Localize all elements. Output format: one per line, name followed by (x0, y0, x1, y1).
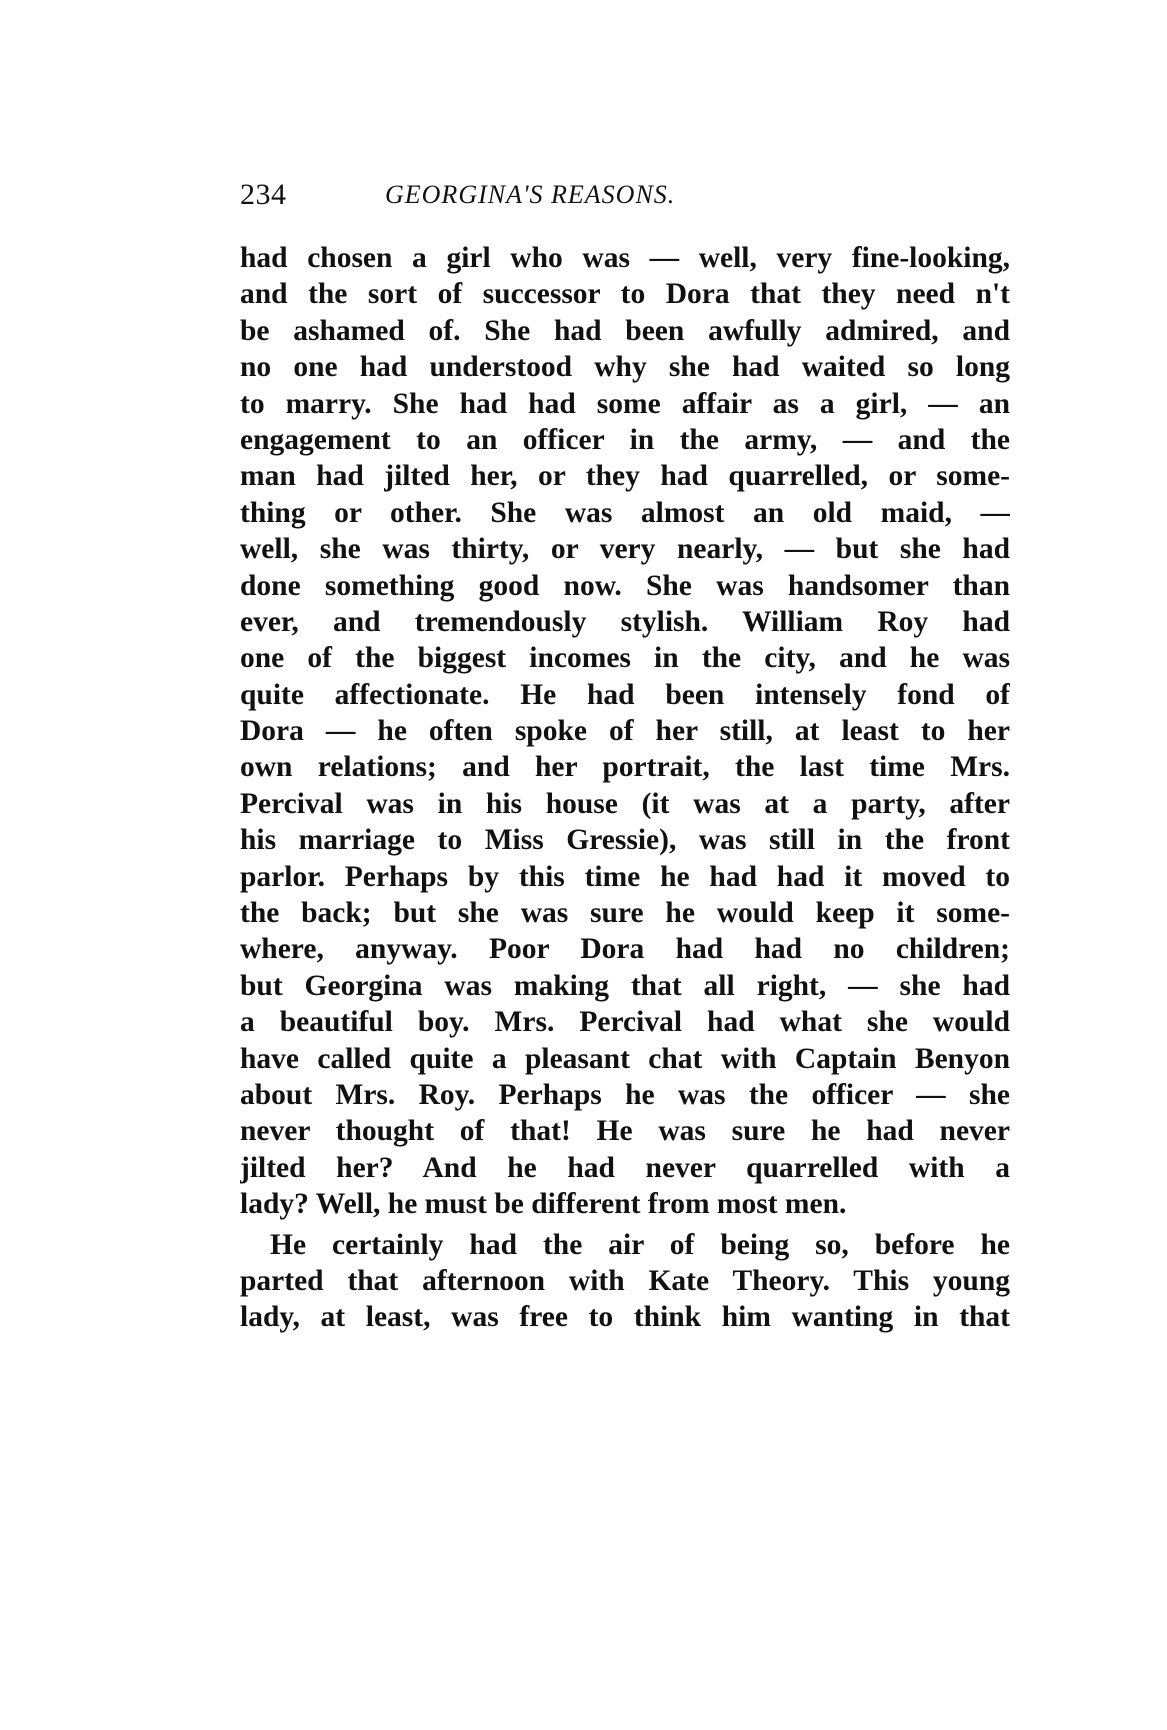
text-line: one of the biggest incomes in the city, and he was (240, 642, 1010, 675)
paragraph (240, 240, 1010, 1223)
text-line: but Georgina was making that all right, — she had (240, 969, 1010, 1002)
text-line: the back; but she was sure he would keep it some- (240, 897, 1010, 930)
running-title: GEORGINA'S REASONS. (385, 180, 676, 209)
text-line: own relations; and her portrait, the last time Mrs. (240, 751, 1010, 784)
body-text (240, 240, 1010, 1336)
text-line: He certainly had the air of being so, before he (270, 1228, 1010, 1261)
text-line: about Mrs. Roy. Perhaps he was the officer — she (240, 1078, 1010, 1111)
text-line: done something good now. She was handsomer than (240, 569, 1010, 602)
text-line: well, she was thirty, or very nearly, — but she had (240, 533, 1010, 566)
text-line: jilted her? And he had never quarrelled with a (240, 1151, 1010, 1184)
text-line: man had jilted her, or they had quarrelled, or some- (240, 460, 1010, 493)
text-line: engagement to an officer in the army, — and the (240, 423, 1010, 456)
text-line: parlor. Perhaps by this time he had had it moved to (240, 860, 1010, 893)
text-line: quite affectionate. He had been intensely fond of (240, 678, 1010, 711)
text-line: had chosen a girl who was — well, very fine-looking, (240, 242, 1010, 274)
text-line: Dora — he often spoke of her still, at least to her (240, 715, 1010, 748)
text-line: lady? Well, he must be different from most men. (240, 1188, 847, 1221)
text-line: parted that afternoon with Kate Theory. This young (240, 1264, 1010, 1297)
text-line: Percival was in his house (it was at a party, after (240, 787, 1010, 820)
paragraph (240, 1227, 1010, 1336)
text-line: to marry. She had had some affair as a girl, — an (240, 387, 1010, 420)
text-line: lady, at least, was free to think him wanting in that (240, 1301, 1010, 1334)
text-line: ever, and tremendously stylish. William Roy had (240, 605, 1010, 638)
text-line: where, anyway. Poor Dora had had no children; (240, 933, 1010, 966)
text-line: have called quite a pleasant chat with Captain Benyon (240, 1042, 1010, 1075)
page-number: 234 (240, 178, 287, 211)
text-line: his marriage to Miss Gressie), was still in the front (240, 824, 1010, 857)
text-line: and the sort of successor to Dora that they need n't (240, 278, 1010, 311)
text-line: a beautiful boy. Mrs. Percival had what she would (240, 1006, 1010, 1039)
text-line: be ashamed of. She had been awfully admired, and (240, 314, 1010, 347)
text-line: thing or other. She was almost an old maid, — (240, 496, 1010, 529)
running-head (240, 178, 1030, 218)
text-line: no one had understood why she had waited so long (240, 351, 1010, 384)
text-line: never thought of that! He was sure he had never (240, 1115, 1010, 1148)
